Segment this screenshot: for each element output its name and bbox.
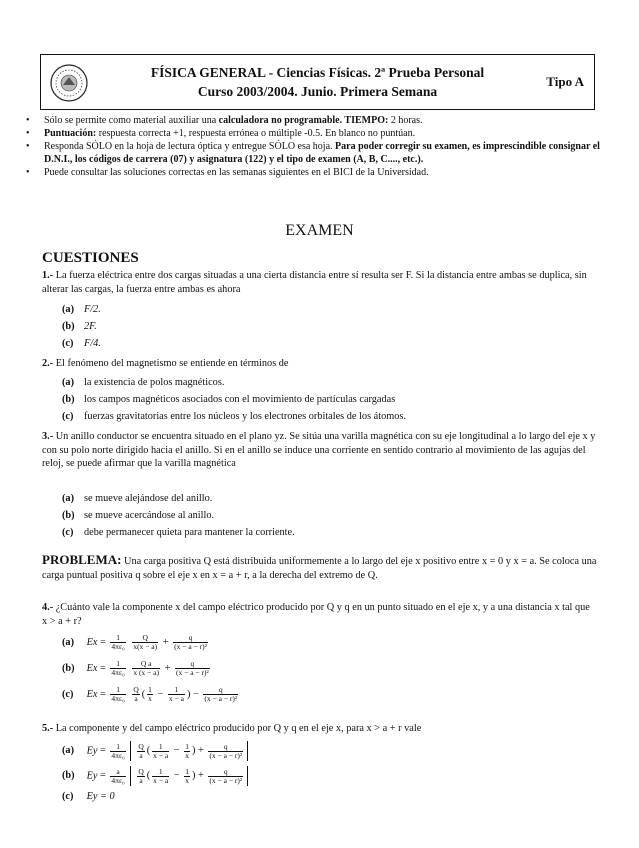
examen-heading: EXAMEN bbox=[285, 222, 354, 239]
q2-option-a[interactable] bbox=[62, 376, 224, 389]
option-lhs: Ex bbox=[86, 688, 98, 700]
option-label: (a) bbox=[62, 377, 75, 388]
rule-item bbox=[26, 166, 606, 179]
q3-option-c[interactable] bbox=[62, 526, 295, 539]
rule-bold: Para poder corregir su examen, es imprescindible consignar el D.N.I., los códigos de carrera (07) y asignatura (122) y el tipo de examen (A, B, C...., etc.). bbox=[44, 141, 600, 165]
q1-option-a[interactable] bbox=[62, 303, 101, 316]
option-label: (c) bbox=[62, 791, 74, 802]
formula: = $\frac{1}{\text{4πε₀}}$ $\frac{\text{Q a}}{x (x - a)}$ + $\frac{q}{\text{(x − a − r)²}}$ bbox=[100, 659, 209, 677]
option-lhs: Ey = 0 bbox=[86, 791, 115, 802]
rule-item bbox=[26, 140, 606, 166]
exam-header bbox=[40, 54, 595, 110]
question-4 bbox=[42, 601, 597, 628]
formula: = $\frac{a}{\text{4πε₀}}$ $\frac{Q}{a}$ ( $\frac{1}{x - a}$ − $\frac{1}{x}$ ) + $\frac{q}{\text{(x − a − r)²}}$ bbox=[100, 770, 250, 781]
bullet-icon: • bbox=[26, 167, 30, 178]
exam-title-line1: FÍSICA GENERAL - Ciencias Físicas. 2ª Prueba Personal bbox=[150, 65, 485, 80]
question-text: La componente y del campo eléctrico producido por Q y q en el eje x, para x > a + r vale bbox=[55, 723, 422, 734]
option-text: 2F. bbox=[84, 321, 97, 332]
question-number: 2.- bbox=[42, 358, 54, 369]
question-number: 5.- bbox=[42, 723, 54, 734]
question-5 bbox=[42, 722, 597, 736]
option-text: la existencia de polos magnéticos. bbox=[84, 377, 225, 388]
option-text: fuerzas gravitatorias entre los núcleos y los electrones orbitales de los átomos. bbox=[84, 411, 406, 422]
problem-statement bbox=[42, 553, 597, 582]
option-label: (a) bbox=[62, 493, 75, 504]
exam-type: Tipo A bbox=[546, 74, 584, 89]
question-number: 1.- bbox=[42, 270, 54, 281]
rule-text: Responda SÓLO en la hoja de lectura óptica y entregue SÓLO esa hoja. bbox=[44, 141, 336, 152]
formula: = $\frac{1}{\text{4πε₀}}$ $\frac{Q}{a}$ ( $\frac{1}{x - a}$ − $\frac{1}{x}$ ) + $\frac{q}{\text{(x − a − r)²}}$ bbox=[100, 745, 250, 756]
rule-item bbox=[26, 127, 606, 140]
rule-text: Sólo se permite como material auxiliar una bbox=[44, 115, 219, 126]
q4-option-c[interactable] bbox=[62, 686, 240, 703]
option-lhs: Ex bbox=[86, 636, 98, 648]
rules-list bbox=[26, 114, 606, 179]
option-text: se mueve alejándose del anillo. bbox=[84, 493, 213, 504]
option-label: (c) bbox=[62, 411, 74, 422]
cuestiones-heading: CUESTIONES bbox=[42, 250, 139, 266]
university-seal-icon bbox=[49, 63, 89, 103]
q2-option-c[interactable] bbox=[62, 410, 406, 423]
bullet-icon: • bbox=[26, 115, 30, 126]
option-label: (c) bbox=[62, 688, 74, 700]
q4-option-b[interactable] bbox=[62, 660, 212, 677]
rule-text-post: respuesta correcta +1, respuesta errónea o múltiple -0.5. En blanco no puntúan. bbox=[96, 128, 416, 139]
bullet-icon: • bbox=[26, 141, 30, 152]
option-lhs: Ey bbox=[86, 745, 98, 757]
option-label: (b) bbox=[62, 321, 75, 332]
option-text: F/4. bbox=[84, 338, 101, 349]
option-label: (a) bbox=[62, 745, 75, 757]
question-3 bbox=[42, 430, 597, 471]
option-label: (b) bbox=[62, 394, 75, 405]
q3-option-b[interactable] bbox=[62, 509, 214, 522]
option-text: F/2. bbox=[84, 304, 101, 315]
question-1 bbox=[42, 269, 597, 296]
q1-option-c[interactable] bbox=[62, 337, 101, 350]
option-label: (c) bbox=[62, 527, 74, 538]
option-text: los campos magnéticos asociados con el movimiento de partículas cargadas bbox=[84, 394, 396, 405]
exam-title-line2: Curso 2003/2004. Junio. Primera Semana bbox=[197, 84, 438, 99]
question-text: Un anillo conductor se encuentra situado en el plano yz. Se sitúa una varilla magnética con su eje longitudinal a lo largo del eje x y con su polo norte dirigido hacia el anillo. Si en el anillo se induce una corriente en sentido contrario al movimiento de las agujas del reloj, se puede afirmar que la varilla magnética bbox=[42, 431, 596, 469]
question-text: La fuerza eléctrica entre dos cargas situadas a una cierta distancia entre sí resulta ser F. Si la distancia entre ambas se duplica, sin alterar las cargas, la fuerza entre ambas es ahora bbox=[42, 270, 587, 295]
question-number: 4.- bbox=[42, 602, 54, 613]
rule-text: Puede consultar las soluciones correctas en las semanas siguientes en el BICI de la Universidad. bbox=[44, 167, 429, 178]
option-label: (b) bbox=[62, 510, 75, 521]
q1-option-b[interactable] bbox=[62, 320, 97, 333]
rule-bold: Puntuación: bbox=[44, 128, 97, 139]
q5-option-b[interactable] bbox=[62, 766, 250, 786]
formula: = $\frac{1}{\text{4πε₀}}$ $\frac{Q}{x(x - a)}$ + $\frac{q}{\text{(x − a − r)²}}$ bbox=[100, 633, 207, 651]
bullet-icon: • bbox=[26, 128, 30, 139]
option-text: debe permanecer quieta para mantener la corriente. bbox=[84, 527, 295, 538]
problem-text: Una carga positiva Q está distribuida uniformemente a lo largo del eje x positivo entre x = 0 y x = a. Se coloca una carga puntual positiva q sobre el eje x en x = a + r, a la derecha del extremo de Q. bbox=[42, 556, 597, 581]
option-lhs: Ex bbox=[86, 662, 98, 674]
q5-option-c[interactable] bbox=[62, 790, 115, 803]
option-label: (c) bbox=[62, 338, 74, 349]
formula: = $\frac{1}{\text{4πε₀}}$ $\frac{Q}{a}$ ( $\frac{1}{x}$ − $\frac{1}{x - a}$ ) − $\frac{q}{\text{(x − a − r)²}}$ bbox=[100, 685, 238, 703]
question-2 bbox=[42, 357, 597, 371]
question-number: 3.- bbox=[42, 431, 54, 442]
q3-option-a[interactable] bbox=[62, 492, 212, 505]
option-label: (b) bbox=[62, 770, 75, 782]
option-label: (b) bbox=[62, 662, 75, 674]
rule-bold: calculadora no programable. TIEMPO: bbox=[218, 115, 389, 126]
question-text: ¿Cuánto vale la componente x del campo eléctrico producido por Q y q en un punto situado en el eje x, y a una distancia x tal que x > a + r? bbox=[42, 602, 590, 627]
option-label: (a) bbox=[62, 304, 75, 315]
question-text: El fenómeno del magnetismo se entiende en términos de bbox=[55, 358, 289, 369]
q2-option-b[interactable] bbox=[62, 393, 395, 406]
rule-item bbox=[26, 114, 606, 127]
q5-option-a[interactable] bbox=[62, 741, 250, 761]
problem-heading: PROBLEMA: bbox=[42, 552, 122, 567]
q4-option-a[interactable] bbox=[62, 634, 210, 651]
option-label: (a) bbox=[62, 636, 75, 648]
rule-text-post: 2 horas. bbox=[388, 115, 423, 126]
option-text: se mueve acercándose al anillo. bbox=[84, 510, 215, 521]
exam-title bbox=[101, 63, 534, 101]
option-lhs: Ey bbox=[86, 770, 98, 782]
